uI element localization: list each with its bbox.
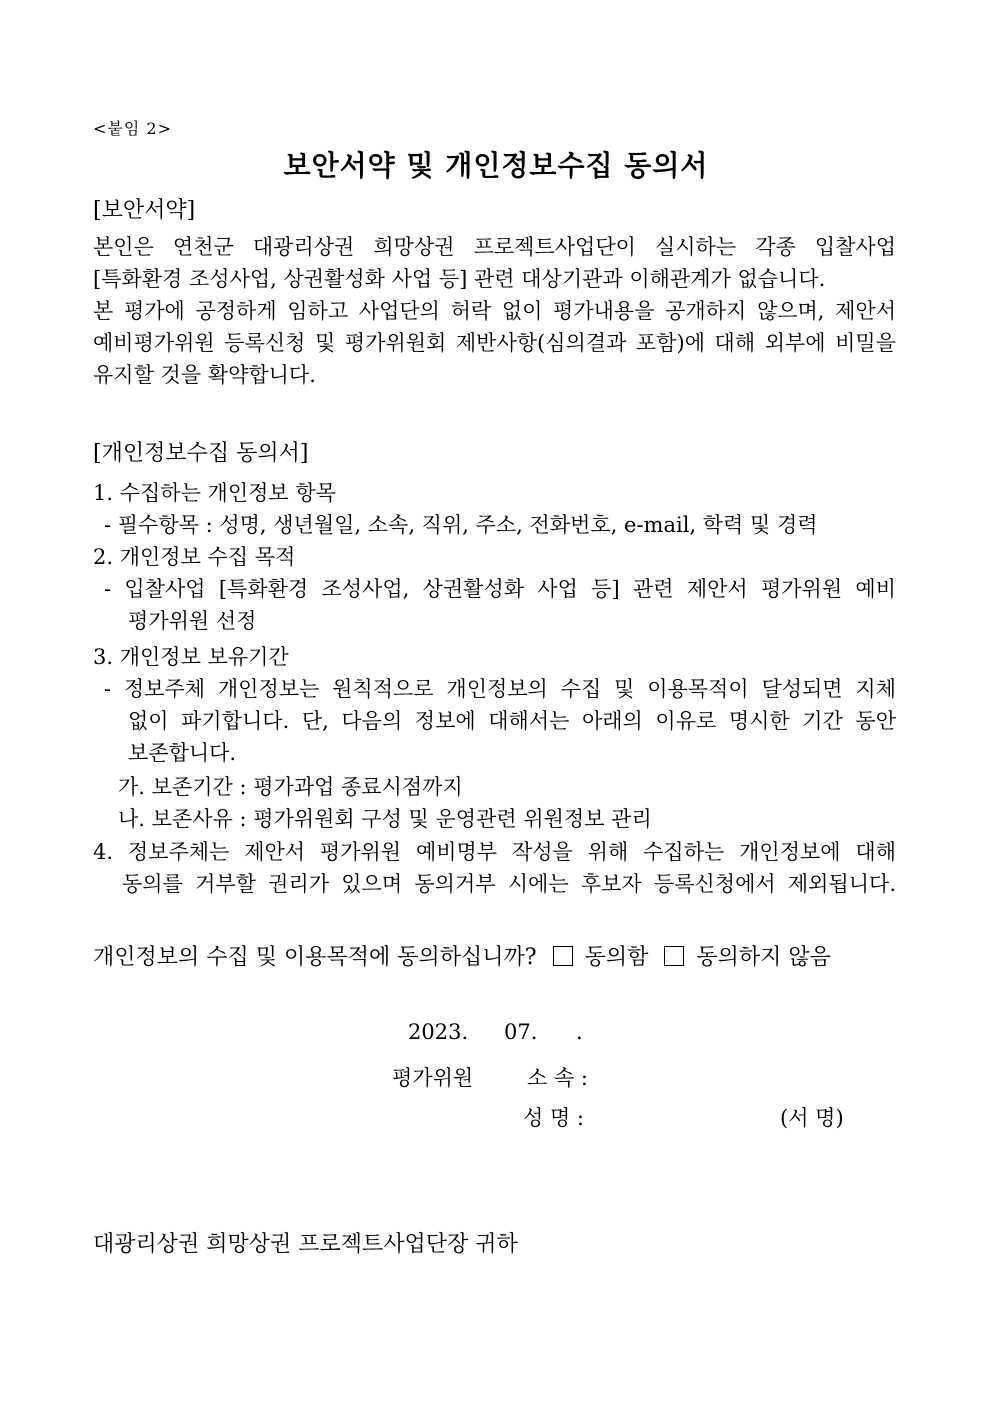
date-month: 07. — [504, 1020, 538, 1044]
item-1: 1. 수집하는 개인정보 항목 — [93, 481, 336, 505]
attachment-label: <붙임 2> — [93, 119, 172, 138]
security-line: [특화환경 조성사업, 상권활성화 사업 등] 관련 대상기관과 이해관계가 없습니다. — [93, 267, 826, 291]
sign-label: (서 명) — [780, 1106, 844, 1130]
security-heading: [보안서약] — [93, 198, 196, 223]
item-4-detail: 동의를 거부할 권리가 있으며 동의거부 시에는 후보자 등록신청에서 제외됩니다. — [122, 872, 896, 896]
role-label: 평가위원 — [392, 1066, 474, 1090]
disagree-checkbox[interactable] — [664, 946, 684, 966]
page-title: 보안서약 및 개인정보수집 동의서 — [283, 149, 709, 182]
item-4: 4. 정보주체는 제안서 평가위원 예비명부 작성을 위해 수집하는 개인정보에 대해 — [93, 840, 896, 864]
disagree-label: 동의하지 않음 — [696, 945, 831, 970]
security-line: 본인은 연천군 대광리상권 희망상권 프로젝트사업단이 실시하는 각종 입찰사업 — [93, 235, 896, 259]
consent-question: 개인정보의 수집 및 이용목적에 동의하십니까? — [93, 945, 537, 970]
item-3-reason: 나. 보존사유 : 평가위원회 구성 및 운영관련 위원정보 관리 — [118, 807, 652, 831]
security-line: 유지할 것을 확약합니다. — [93, 363, 316, 387]
addressee: 대광리상권 희망상권 프로젝트사업단장 귀하 — [93, 1232, 518, 1257]
item-2: 2. 개인정보 수집 목적 — [93, 545, 296, 569]
name-label: 성 명 : — [523, 1106, 584, 1130]
agree-label: 동의함 — [584, 945, 649, 970]
affiliation-label: 소 속 : — [527, 1066, 588, 1090]
item-1-detail: - 필수항목 : 성명, 생년월일, 소속, 직위, 주소, 전화번호, e-mail, 학력 및 경력 — [104, 513, 818, 537]
item-3-period: 가. 보존기간 : 평가과업 종료시점까지 — [118, 775, 463, 799]
security-line: 예비평가위원 등록신청 및 평가위원회 제반사항(심의결과 포함)에 대해 외부에 비밀을 — [93, 331, 896, 355]
item-3-detail: - 정보주체 개인정보는 원칙적으로 개인정보의 수집 및 이용목적이 달성되면 지체 — [104, 677, 896, 701]
privacy-heading: [개인정보수집 동의서] — [93, 441, 309, 466]
date-day: . — [576, 1020, 583, 1044]
agree-checkbox[interactable] — [553, 946, 573, 966]
date-year: 2023. — [408, 1020, 469, 1044]
item-2-detail: 평가위원 선정 — [128, 609, 257, 633]
consent-row — [93, 940, 831, 971]
item-2-detail: - 입찰사업 [특화환경 조성사업, 상권활성화 사업 등] 관련 제안서 평가위원 예비 — [104, 577, 896, 601]
item-3-detail: 보존합니다. — [128, 741, 237, 765]
item-3: 3. 개인정보 보유기간 — [93, 645, 289, 669]
item-3-detail: 없이 파기합니다. 단, 다음의 정보에 대해서는 아래의 이유로 명시한 기간 동안 — [128, 709, 896, 733]
security-line: 본 평가에 공정하게 임하고 사업단의 허락 없이 평가내용을 공개하지 않으며, 제안서 — [93, 299, 896, 323]
